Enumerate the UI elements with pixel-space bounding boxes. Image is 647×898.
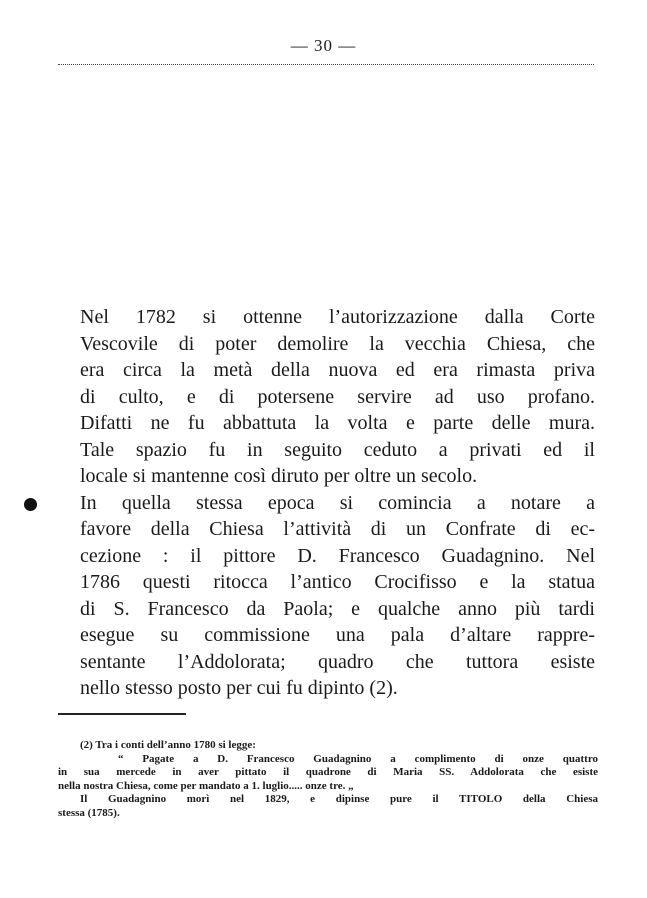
footnote-line: stessa (1785). bbox=[58, 806, 120, 819]
footnote-line: Il Guadagnino morì nel 1829, e dipinse pure il TITOLO della Chiesa bbox=[80, 793, 598, 805]
text-line: favore della Chiesa l’attività di un Confrate di ec- bbox=[80, 518, 595, 540]
text-line: di S. Francesco da Paola; e qualche anno più tardi bbox=[80, 597, 595, 620]
text-line: di culto, e di potersene servire ad uso profano. bbox=[80, 385, 595, 408]
text-line: 1786 questi ritocca l’antico Crocifisso e la statua bbox=[80, 571, 595, 593]
body-text bbox=[80, 304, 595, 702]
footnotes bbox=[58, 739, 598, 820]
page-number: — 30 — bbox=[290, 36, 357, 55]
text-line: sentante l’Addolorata; quadro che tuttora esiste bbox=[80, 650, 595, 673]
text-line: Nel 1782 si ottenne l’autorizzazione dalla Corte bbox=[80, 306, 595, 328]
footnote-line: nella nostra Chiesa, come per mandato a 1. luglio..... onze tre. „ bbox=[58, 779, 354, 792]
text-line: Difatti ne fu abbattuta la volta e parte delle mura. bbox=[80, 412, 595, 434]
footnote-line: (2) Tra i conti dell’anno 1780 si legge: bbox=[80, 739, 256, 751]
text-line: Tale spazio fu in seguito ceduto a privati ed il bbox=[80, 438, 595, 461]
header-rule bbox=[58, 64, 594, 65]
footnote-line: in sua mercede in aver pittato il quadrone di Maria SS. Addolorata che esiste bbox=[58, 766, 598, 778]
text-line: In quella stessa epoca si comincia a notare a bbox=[80, 491, 595, 514]
text-line: locale si mantenne così diruto per oltre un secolo. bbox=[80, 465, 478, 487]
text-line: era circa la metà della nuova ed era rimasta priva bbox=[80, 359, 595, 381]
paragraph-1 bbox=[80, 304, 595, 490]
footnote-rule bbox=[58, 713, 186, 715]
paragraph-2 bbox=[80, 490, 595, 702]
margin-dot bbox=[24, 498, 37, 511]
text-line: esegue su commissione una pala d’altare rappre- bbox=[80, 624, 595, 646]
text-line: nello stesso posto per cui fu dipinto (2). bbox=[80, 677, 398, 699]
text-line: Vescovile di poter demolire la vecchia Chiesa, che bbox=[80, 332, 595, 355]
text-line: cezione : il pittore D. Francesco Guadagnino. Nel bbox=[80, 544, 595, 567]
footnote-line: “ Pagate a D. Francesco Guadagnino a complimento di onze quattro bbox=[118, 752, 598, 765]
